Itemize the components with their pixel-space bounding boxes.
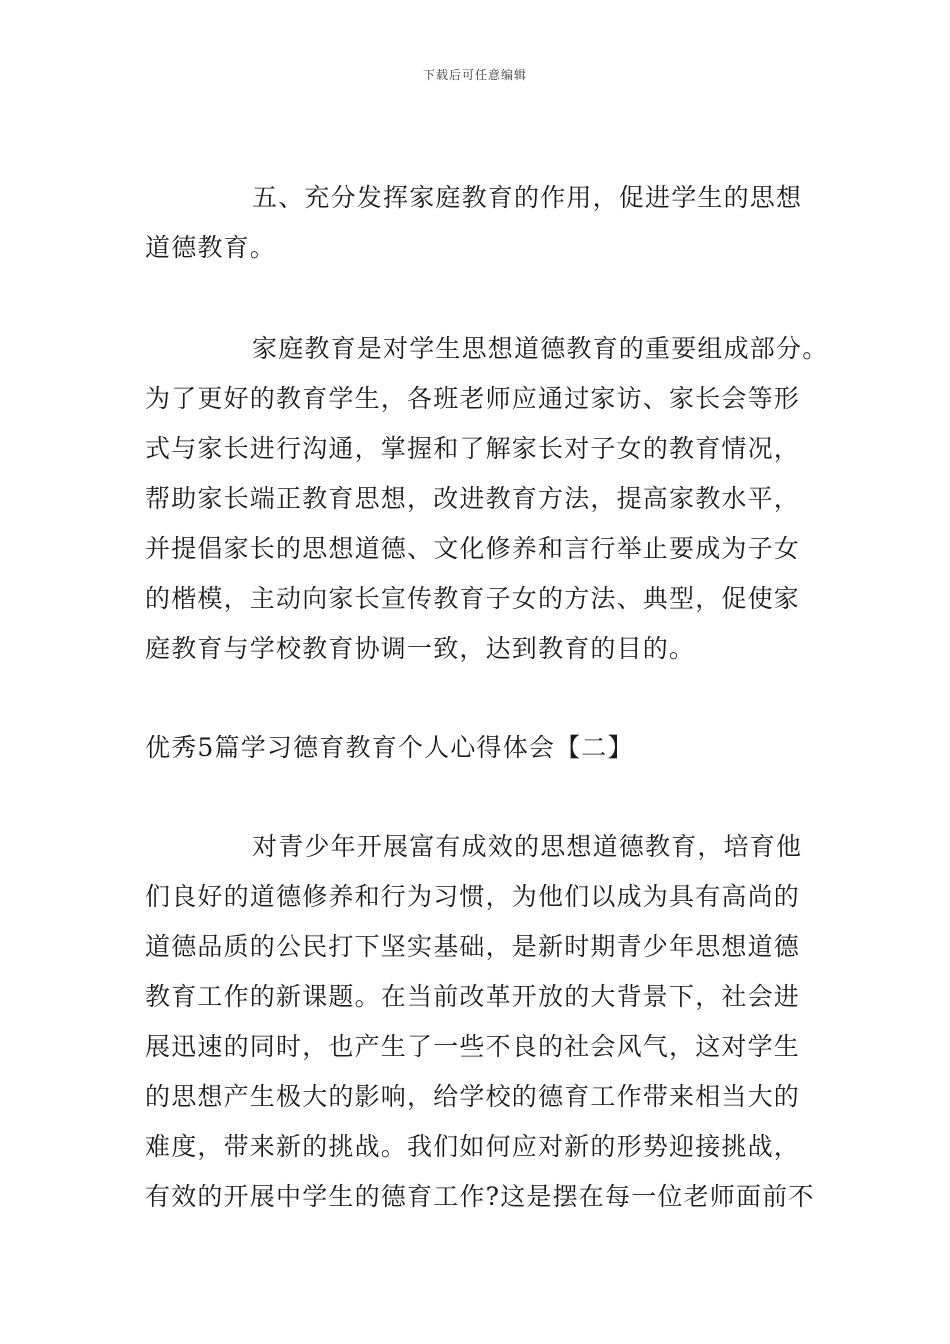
paragraph-line: 的思想产生极大的影响，给学校的德育工作带来相当大的 [145, 1082, 801, 1111]
paragraph-line: 教育工作的新课题。在当前改革开放的大背景下，社会进 [145, 982, 801, 1011]
paragraph-line: 家庭教育是对学生思想道德教育的重要组成部分。 [252, 334, 829, 363]
paragraph-line: 帮助家长端正教育思想，改进教育方法，提高家教水平， [145, 484, 801, 513]
paragraph-line: 难度，带来新的挑战。我们如何应对新的形势迎接挑战， [145, 1132, 801, 1161]
paragraph-line: 对青少年开展富有成效的思想道德教育，培育他 [252, 832, 803, 861]
paragraph-line: 为了更好的教育学生，各班老师应通过家访、家长会等形 [145, 384, 801, 413]
paragraph-line: 有效的开展中学生的德育工作?这是摆在每一位老师面前不 [145, 1182, 815, 1211]
heading-line: 五、充分发挥家庭教育的作用，促进学生的思想 [252, 183, 803, 212]
article-title: 优秀5篇学习德育教育个人心得体会【二】 [145, 733, 634, 762]
paragraph-line: 的楷模，主动向家长宣传教育子女的方法、典型，促使家 [145, 584, 801, 613]
page-header-note: 下载后可任意编辑 [422, 68, 527, 82]
paragraph-line: 式与家长进行沟通，掌握和了解家长对子女的教育情况， [145, 434, 801, 463]
heading-line: 道德教育。 [145, 233, 277, 262]
paragraph-line: 展迅速的同时，也产生了一些不良的社会风气，这对学生 [145, 1032, 801, 1061]
paragraph-line: 庭教育与学校教育协调一致，达到教育的目的。 [145, 634, 696, 663]
paragraph-line: 并提倡家长的思想道德、文化修养和言行举止要成为子女 [145, 534, 801, 563]
paragraph-line: 道德品质的公民打下坚实基础，是新时期青少年思想道德 [145, 932, 801, 961]
paragraph-line: 们良好的道德修养和行为习惯，为他们以成为具有高尚的 [145, 882, 801, 911]
